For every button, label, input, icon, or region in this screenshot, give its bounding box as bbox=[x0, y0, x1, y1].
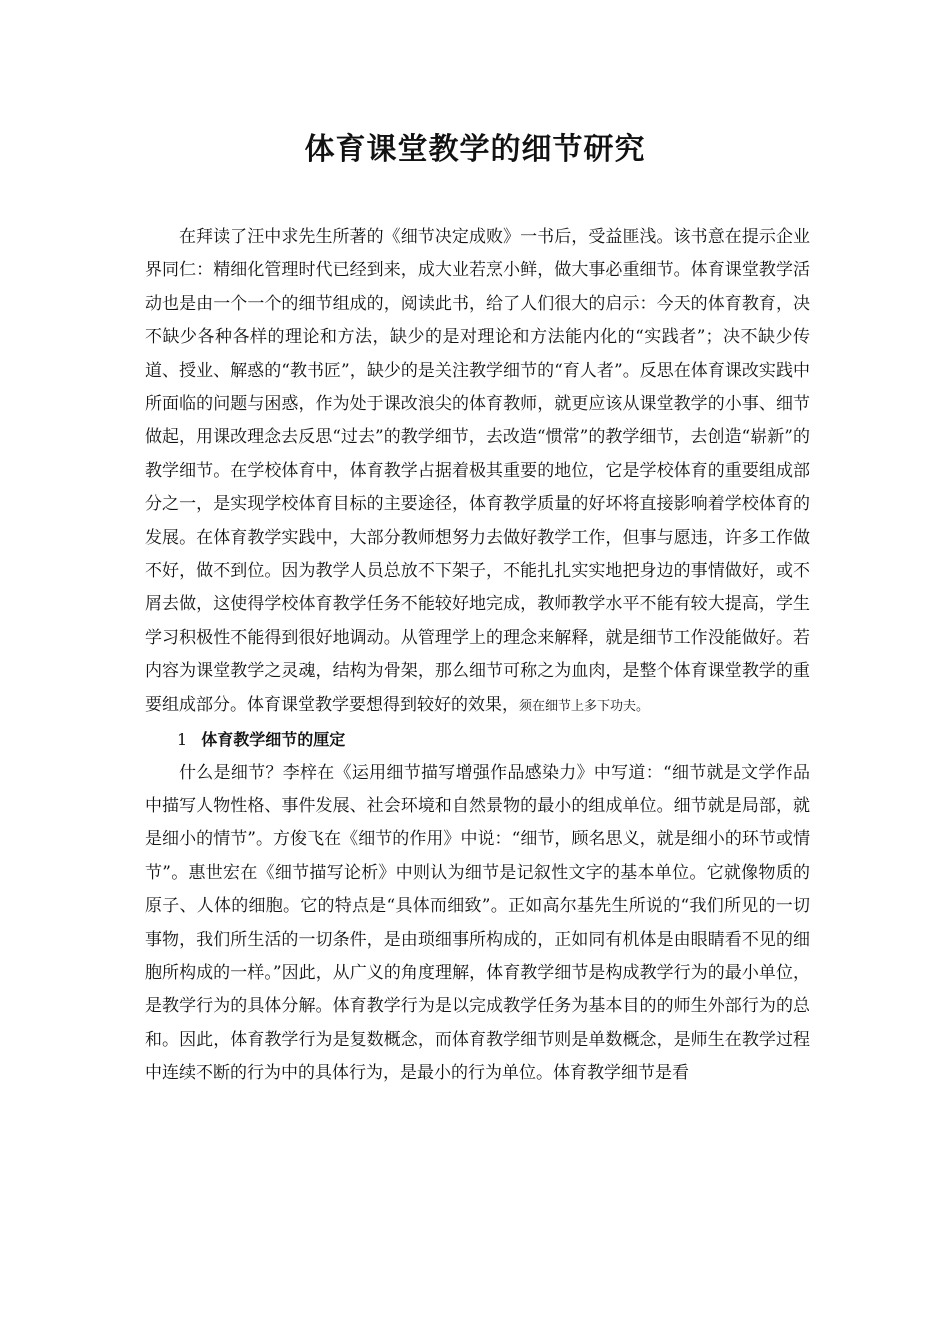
section-heading bbox=[145, 723, 810, 756]
intro-main-text: 在拜读了汪中求先生所著的《细节决定成败》一书后，受益匪浅。该书意在提示企业界同仁：精细化管理时代已经到来，成大业若烹小鲜，做大事必重细节。体育课堂教学活动也是由一个一个的细节组成的，阅读此书，给了人们很大的启示：今天的体育教育，决不缺少各种各样的理论和方法，缺少的是对理论和方法能内化的“实践者”；决不缺少传道、授业、解惑的“教书匠”，缺少的是关注教学细节的“育人者”。反思在体育课改实践中所面临的问题与困惑，作为处于课改浪尖的体育教师，就更应该从课堂教学的小事、细节做起，用课改理念去反思“过去”的教学细节，去改造“惯常”的教学细节，去创造“崭新”的教学细节。在学校体育中，体育教学占据着极其重要的地位，它是学校体育的重要组成部分之一，是实现学校体育目标的主要途径，体育教学质量的好坏将直接影响着学校体育的发展。在体育教学实践中，大部分教师想努力去做好教学工作，但事与愿违，许多工作做不好，做不到位。因为教学人员总放不下架子，不能扎扎实实地把身边的事情做好，或不屑去做，这使得学校体育教学任务不能较好地完成，教师教学水平不能有较大提高，学生学习积极性不能得到很好地调动。从管理学上的理念来解释，就是细节工作没能做好。若内容为课堂教学之灵魂，结构为骨架，那么细节可称之为血肉，是整个体育课堂教学的重要组成部分。体育课堂教学要想得到较好的效果， bbox=[145, 227, 810, 715]
intro-paragraph bbox=[145, 221, 810, 723]
section-number: 1 bbox=[177, 730, 188, 750]
page-title: 体育课堂教学的细节研究 bbox=[304, 132, 646, 167]
intro-tail-text: 须在细节上多下功夫。 bbox=[519, 698, 650, 714]
section-paragraph: 什么是细节？李梓在《运用细节描写增强作品感染力》中写道：“细节就是文学作品中描写人物性格、事件发展、社会环境和自然景物的最小的组成单位。细节就是局部，就是细小的情节”。方俊飞在《细节的作用》中说：“细节，顾名思义，就是细小的环节或情节”。惠世宏在《细节描写论析》中则认为细节是记叙性文字的基本单位。它就像物质的原子、人体的细胞。它的特点是“具体而细致”。正如高尔基先生所说的“我们所见的一切事物，我们所生活的一切条件，是由琐细事所构成的，正如同有机体是由眼睛看不见的细胞所构成的一样。”因此，从广义的角度理解，体育教学细节是构成教学行为的最小单位，是教学行为的具体分解。体育教学行为是以完成教学任务为基本目的的师生外部行为的总和。因此，体育教学行为是复数概念，而体育教学细节则是单数概念，是师生在教学过程中连续不断的行为中的具体行为，是最小的行为单位。体育教学细节是看 bbox=[145, 762, 810, 1084]
document-body bbox=[145, 221, 810, 1091]
section-heading-text: 体育教学细节的厘定 bbox=[201, 730, 346, 750]
